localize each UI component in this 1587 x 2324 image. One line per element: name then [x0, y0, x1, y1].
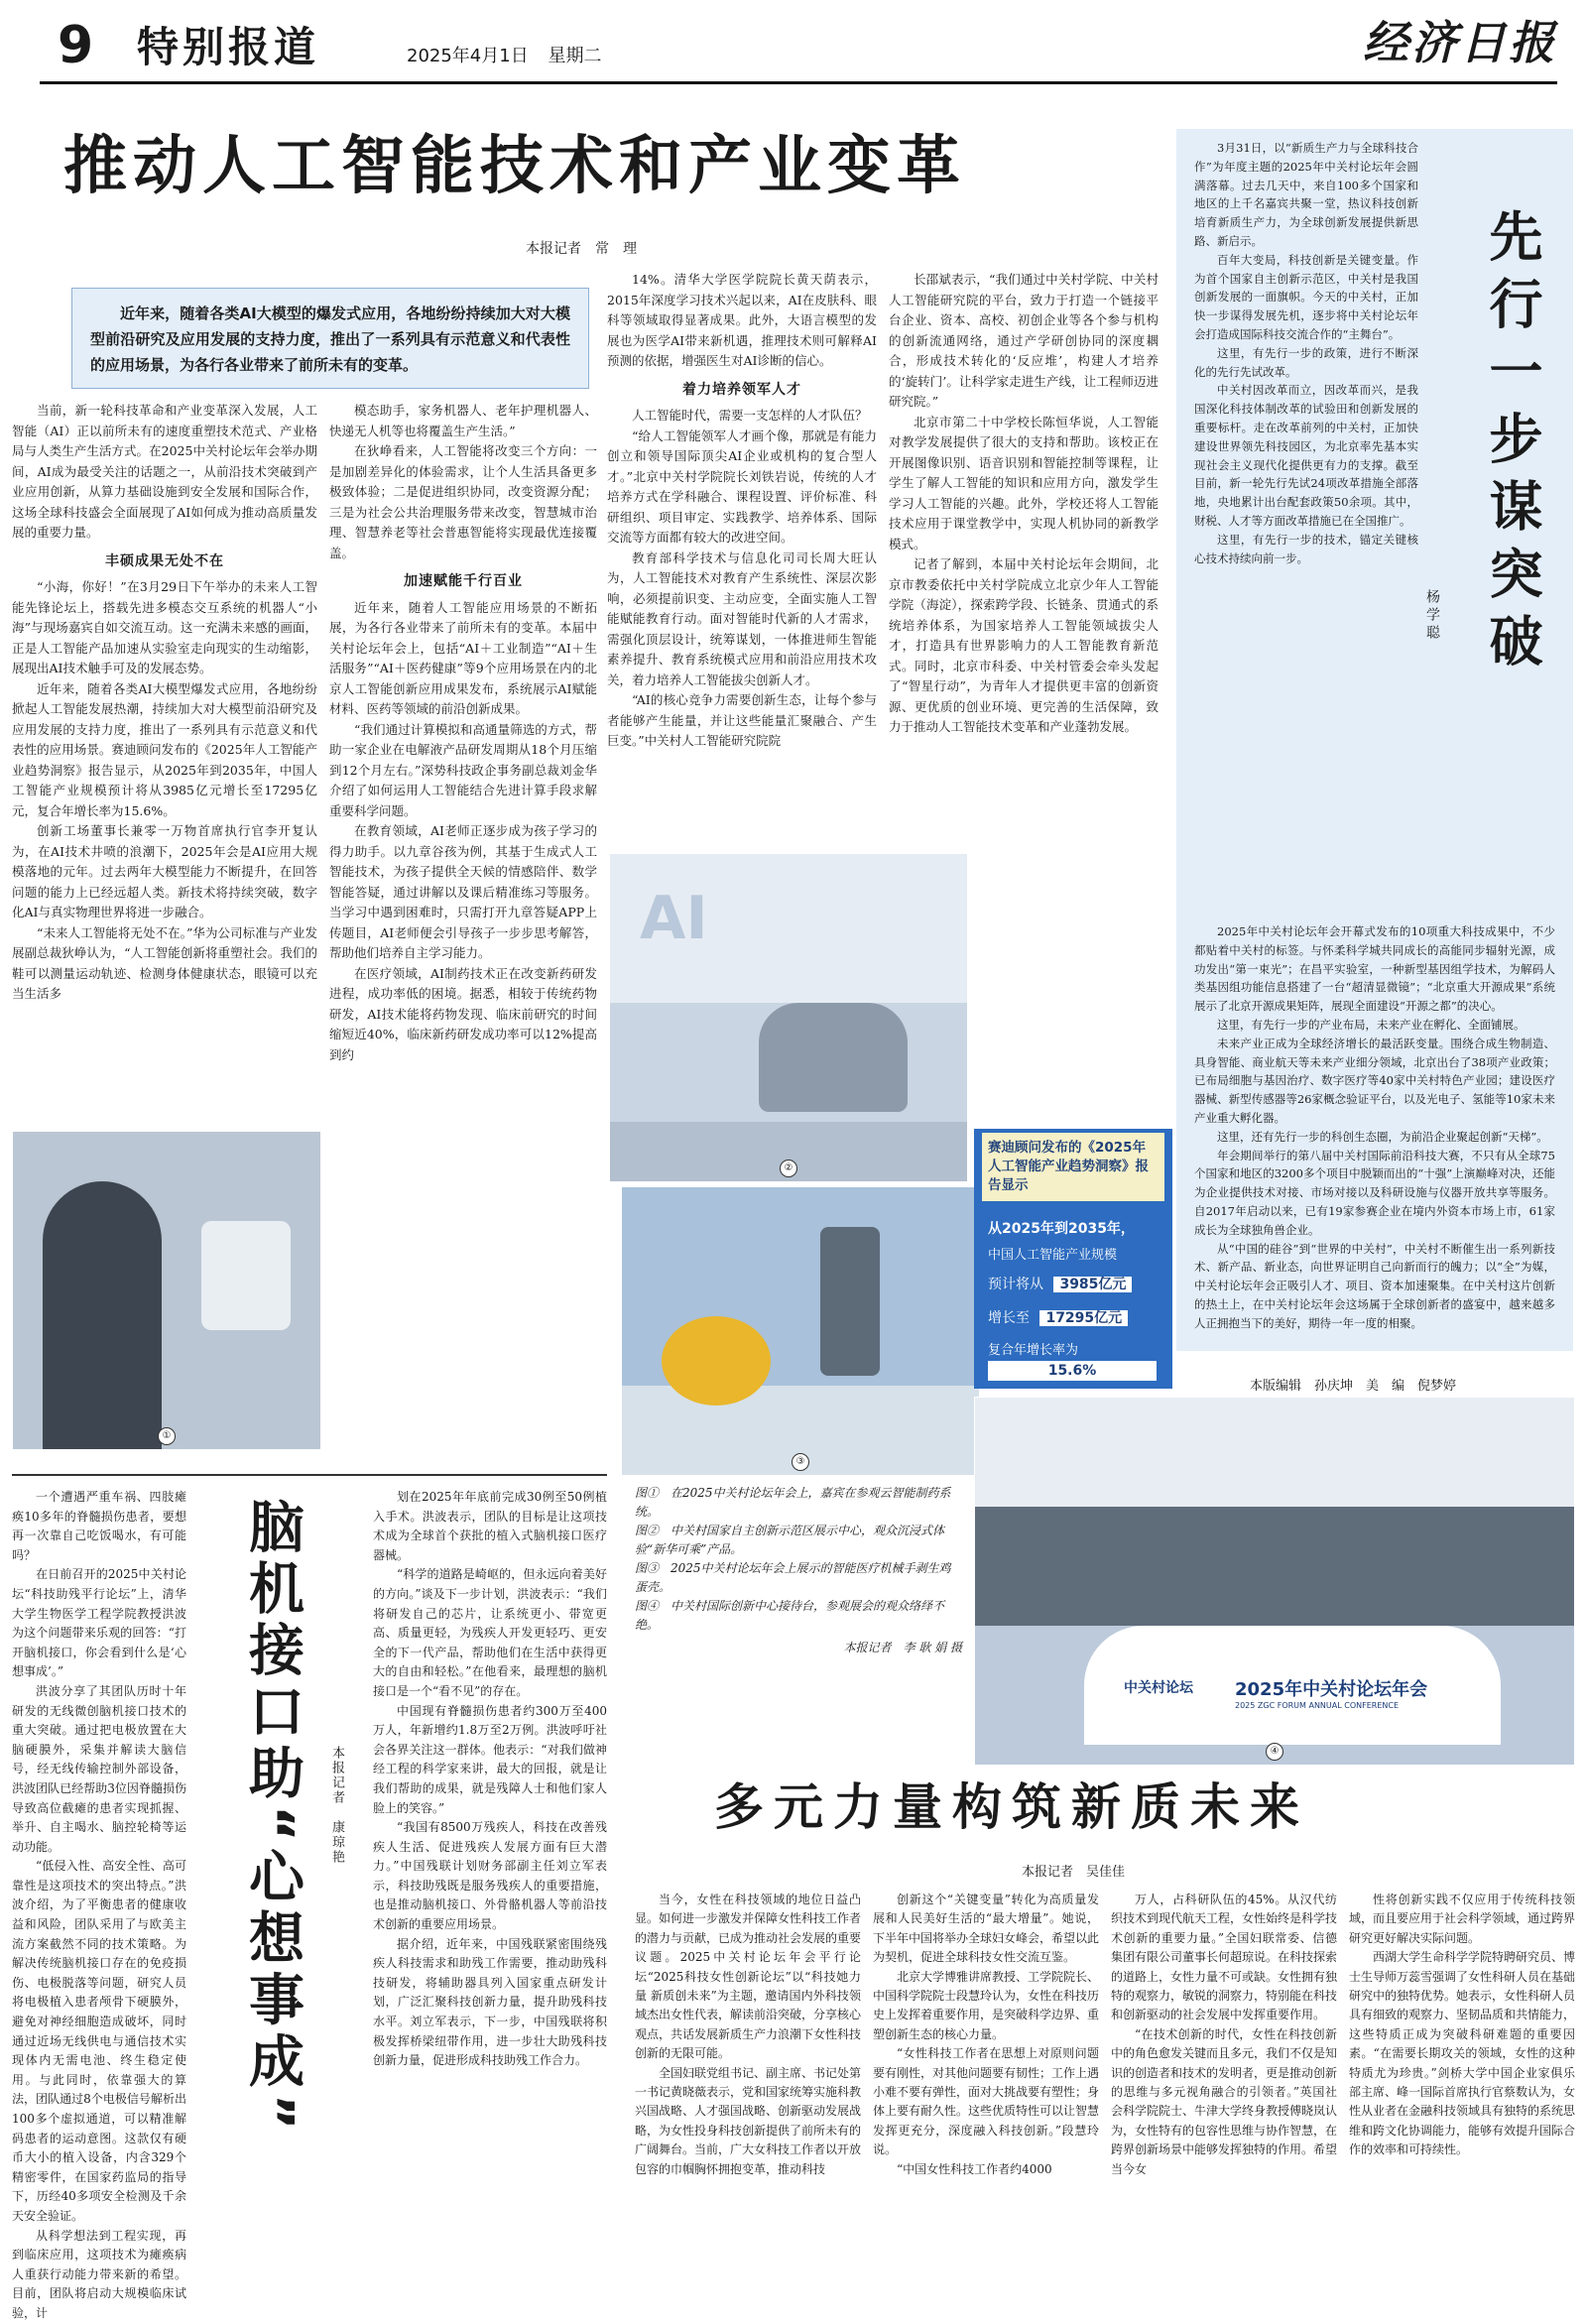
article2-col1 [12, 1488, 186, 2320]
issue-date [407, 42, 601, 67]
paragraph: 西湖大学生命科学学院特聘研究员、博士生导师万蕊雪强调了女性科研人员在基础研究中的独特优势。她表示，女性科研人员具有细致的观察力、坚韧品质和共情能力，这些特质正成为突破科研难题的重要因素。“在需要长期攻关的领域，女性的这种特质尤为珍贵。”剑桥大学中国企业家俱乐部主席、峰一国际首席执行官蔡数认为，女性从业者在金融科技领域具有独特的系统思维和跨文化协调能力，能够有效提升国际合作的效率和可持续性。 [1349, 1950, 1576, 2157]
weekday-text: 星期二 [548, 46, 602, 66]
photo1-person [43, 1181, 162, 1449]
paragraph: 中关村因改革而立，因改革而兴，是我国深化科技体制改革的试验田和创新发展的重要标杆。走在改革前列的中关村，正加快建设世界领先科技园区，为北京率先基本实现社会主义现代化提供更有力的支撑。截至目前，新一轮先行先试24项改革措施全部落地，央地累计出台配套政策50余项。其中，财税、人才等方面改革措施已在全国推广。 [1194, 383, 1418, 528]
article1-lead-box [71, 288, 589, 389]
caption-1: 图① 在2025中关村论坛年会上，嘉宾在参观云智能制药系统。 [635, 1486, 951, 1519]
date-text: 2025年4月1日 [407, 46, 529, 66]
paragraph: “中国女性科技工作者约4000 [897, 2161, 1052, 2176]
photo2-chair [759, 1003, 908, 1112]
article1-col1 [12, 401, 317, 1085]
article2-col2 [373, 1488, 607, 2234]
paragraph: 3月31日，以“新质生产力与全球科技合作”为年度主题的2025年中关村论坛年会圆满落幕。过去几天中，来自100多个国家和地区的上千名嘉宾共聚一堂，热议科技创新培育新质生产力，为全球创新发展提供新思路、新启示。 [1194, 141, 1418, 248]
article1-subhead-1: 丰硕成果无处不在 [105, 552, 224, 569]
photo2-sign: AI [640, 884, 708, 953]
paragraph: 性将创新实践不仅应用于传统科技领域，而且要应用于社会科学领域，通过跨界研究更好解决实际问题。 [1349, 1893, 1576, 1945]
paragraph: 在教育领域，AI老师正逐步成为孩子学习的得力助手。以九章谷孩为例，其基于生成式人工智能技术，为孩子提供全天候的情感陪伴、数学智能答疑，通过讲解以及课后精准练习等服务。当学习中遇到困难时，只需打开九章答疑APP上传题目，AI老师便会引导孩子一步步思考解答，帮助他们培养自主学习能力。 [329, 823, 597, 960]
paragraph: 在日前召开的2025中关村论坛“科技助残平行论坛”上，清华大学生物医学工程学院教授洪波为这个问题带来乐观的回答：“打开脑机接口，你会看到什么是‘心想事成’。” [12, 1567, 186, 1679]
article1-col3 [607, 270, 877, 841]
article3-col2 [873, 1891, 1099, 2234]
paragraph: “在技术创新的时代，女性在科技创新中的角色愈发关键而且多元，我们不仅是知识的创造者和技术的发明者，更是推动创新的思维与多元视角融合的引领者。”英国社会科学院院士、牛津大学终身教授傅晓岚认为，女性特有的包容性思维与协作智慧，在跨界创新场景中能够发挥独特的作用。希望当今女 [1111, 2026, 1338, 2176]
paragraph: “小海，你好！”在3月29日下午举办的未来人工智能先锋论坛上，搭载先进多模态交互系统的机器人“小海”与现场嘉宾自如交流互动。这一充满未来感的画面，正是人工智能产品加速从实验室走向现实的生动缩影，展现出AI技术触手可及的发展态势。 [12, 579, 317, 675]
paragraph: “我国有8500万残疾人，科技在改善残疾人生活、促进残疾人发展方面有巨大潜力。”中国残联计划财务部副主任刘立军表示，科技助残既是服务残疾人的重要措施，也是推动脑机接口、外骨骼机器人等前沿技术创新的重要应用场景。 [373, 1820, 607, 1932]
side-column-text-bottom [1194, 922, 1555, 1339]
paragraph: 万人，占科研队伍的45%。从汉代纺织技术到现代航天工程，女性始终是科学技术创新的重要力量。”全国妇联常委、信德集团有限公司董事长何超琼说。在科技探索的道路上，女性力量不可或缺。女性拥有独特的观察力，敏锐的洞察力，特别能在科技和创新驱动的社会发展中发挥重要作用。 [1111, 1893, 1338, 2022]
infographic-row1-label: 预计将从 [988, 1277, 1043, 1292]
paragraph: 教育部科学技术与信息化司司长周大旺认为，人工智能技术对教育产生系统性、深层次影响，必须提前识变、主动应变，全面实施人工智能赋能教育行动。面对智能时代新的人才需求，需强化顶层设计，统筹谋划，一体推进师生智能素养提升、教育系统模式应用和前沿应用技术攻关，着力培养人工智能拔尖创新人才。 [607, 550, 877, 687]
infographic-row-2 [988, 1307, 1128, 1327]
infographic-row-1 [988, 1274, 1132, 1293]
article1-title: 推动人工智能技术和产业变革 [63, 130, 966, 203]
paragraph: 据介绍，近年来，中国残联紧密围绕残疾人科技需求和助残工作需要，推动助残科技研发，将辅助器具列入国家重点研发计划，广泛汇聚科技创新力量，提升助残科技水平。刘立军表示，下一步，中国残联将积极发挥桥梁纽带作用，进一步壮大助残科技创新力量，促进形成科技助残工作合力。 [373, 1936, 607, 2068]
paragraph: 14%。清华大学医学院院长黄天荫表示，2015年深度学习技术兴起以来，AI在皮肤科、眼科等领域取得显著成果。此外，大语言模型的发展也为医学AI带来新机遇，推理技术则可解释AI预测的依据，增强医生对AI诊断的信心。 [607, 272, 877, 368]
article3-col3 [1111, 1891, 1337, 2234]
infographic-title: 赛迪顾问发布的《2025年人工智能产业趋势洞察》报告显示 [988, 1140, 1149, 1193]
photo-2 [609, 853, 968, 1182]
photo4-crowd [975, 1507, 1574, 1626]
paragraph: 从“中国的硅谷”到“世界的中关村”，中关村不断催生出一系列新技术、新产品、新业态，向世界证明自己向新而行的魄力；以“全”为媒，中关村论坛年会正吸引人才、项目、资本加速聚集。在中关村这片创新的热土上，在中关村论坛年会这场属于全球创新者的盛宴中，越来越多人正拥抱当下的美好，期待一年一度的相聚。 [1194, 1241, 1555, 1330]
infographic-row2-label: 增长至 [988, 1310, 1030, 1326]
photo-3 [621, 1186, 980, 1476]
paragraph: 这里，有先行一步的政策，进行不断深化的先行先试改革。 [1194, 345, 1418, 379]
paragraph: “科学的道路是崎岖的，但永远向着美好的方向。”谈及下一步计划，洪波表示：“我们将研发自己的芯片，让系统更小、带宽更高、质量更轻，为残疾人开发更轻巧、更安全的下一代产品，帮助他们在生活中获得更大的自由和轻松。”在他看来，最理想的脑机接口是一个“看不见”的存在。 [373, 1567, 607, 1698]
paragraph: 当前，新一轮科技革命和产业变革深入发展，人工智能（AI）正以前所未有的速度重塑技术范式、产业格局与人类生产生活方式。在2025中关村论坛年会举办期间，AI成为最受关注的话题之一，从前沿技术突破到产业应用创新，从算力基础设施到安全发展和国际合作，这场全球科技盛会全面展现了AI如何成为推动高质量发展的重要力量。 [12, 403, 317, 540]
side-column-text-top [1194, 139, 1418, 913]
article3-col4 [1349, 1891, 1575, 2234]
paragraph: 近年来，随着各类AI大模型爆发式应用，各地纷纷掀起人工智能发展热潮，持续加大对大模型前沿研究及应用发展的支持力度，推出了一系列具有示范意义和代表性的应用场景。赛迪顾问发布的《2025年人工智能产业趋势洞察》报告显示，从2025年到2035年，中国人工智能产业规模预计将从3985亿元增长至17295亿元，复合年增长率为15.6%。 [12, 680, 317, 818]
paragraph: “女性科技工作者在思想上对原则问题要有刚性，对其他问题要有韧性；工作上遇小难不要有弹性，面对大挑战要有塑性；身体上要有耐久性。这些优质特性可以让智慧发挥更充分，深度融入科技创新。”段慧玲说。 [873, 2046, 1100, 2157]
paragraph: 一个遭遇严重车祸、四肢瘫痪10多年的脊髓损伤患者，要想再一次靠自己吃饭喝水，有可能吗？ [12, 1490, 186, 1562]
section-name: 特别报道 [137, 23, 320, 71]
article1-subhead-3: 着力培养领军人才 [682, 381, 801, 398]
paragraph: 创新这个“关键变量”转化为高质量发展和人民美好生活的“最大增量”。她说，下半年中国将举办全球妇女峰会，希望以此为契机，促进全球科技女性交流互鉴。 [873, 1893, 1100, 1965]
paragraph: 北京市第二十中学校长陈恒华说，人工智能对教学发展提供了很大的支持和帮助。该校正在开展图像识别、语音识别和智能控制等课程，让学生了解人工智能的知识和应用方向，激发学生学习人工智能的兴趣。此外，学校还将人工智能技术应用于课堂教学中，实现人机协同的新教学模式。 [889, 414, 1159, 551]
infographic-row3-value: 15.6% [988, 1361, 1157, 1381]
photo-number-4: ④ [1266, 1743, 1283, 1761]
article1-col2 [329, 401, 597, 1085]
paragraph: 在医疗领域，AI制药技术正在改变新药研发进程，成功率低的困境。据悉，相较于传统药物研发，AI技术能将药物发现、临床前研究的时间缩短近40%，临床新药研发成功率可以12%提高到约 [329, 965, 597, 1062]
side-column-title: 先行一步谋突破 [1481, 208, 1543, 680]
page-editors: 本版编辑 孙庆坤 美 编 倪梦婷 [1250, 1379, 1457, 1394]
paragraph: 模态助手，家务机器人、老年护理机器人、快递无人机等也将覆盖生产生活。” [329, 403, 597, 438]
photo3-flowers [662, 1316, 771, 1406]
infographic-title-box [982, 1133, 1164, 1201]
photo-1 [12, 1131, 321, 1450]
article1-subhead-2: 加速赋能千行百业 [404, 573, 523, 589]
infographic-period: 从2025年到2035年， [988, 1221, 1135, 1237]
infographic-row3-label: 复合年增长率为 [988, 1343, 1079, 1358]
paragraph: 在狄峥看来，人工智能将改变三个方向：一是加剧差异化的体验需求，让个人生活具备更多极致体验；二是促进组织协同，改变资源分配；三是为社会公共治理服务带来改变，智慧城市治理、智慧养老等社会普惠智能将实现最优连接覆盖。 [329, 443, 597, 560]
header-rule [40, 81, 1557, 84]
infographic-label: 中国人工智能产业规模 [988, 1248, 1118, 1263]
paragraph: 洪波分享了其团队历时十年研发的无线微创脑机接口技术的重大突破。通过把电极放置在大脑硬膜外，采集并解读大脑信号，经无线传输控制外部设备，洪波团队已经帮助3位因脊髓损伤导致高位截瘫的患者实现抓握、举升、自主喝水、脑控轮椅等运动功能。 [12, 1683, 186, 1854]
photo4-logo: 中关村论坛 [1124, 1680, 1193, 1696]
paragraph: 创新工场董事长兼零一万物首席执行官李开复认为，在AI技术井喷的浪潮下，2025年会是AI应用大规模落地的元年。过去两年大模型能力不断提升，在回答问题的能力上已经远超人类。新技术将持续突破，数字化AI与真实物理世界将进一步融合。 [12, 823, 317, 919]
paragraph: 未来产业正成为全球经济增长的最活跃变量。围绕合成生物制造、具身智能、商业航天等未来产业细分领域，北京出台了38项产业政策；已布局细胞与基因治疗、数字医疗等40家中关村特色产业园；建设医疗器械、新型传感器等26家概念验证平台，以及光电子、氢能等10家未来产业重大孵化器。 [1194, 1036, 1555, 1125]
article2-byline: 本报记者 康琼艳 [329, 1746, 344, 1865]
paragraph: 这里，还有先行一步的科创生态圈，为前沿企业聚起创新“天梯”。 [1217, 1129, 1548, 1144]
photo1-device [201, 1221, 291, 1330]
infographic-row2-value: 17295亿元 [1039, 1310, 1128, 1326]
paragraph: 年会期间举行的第八届中关村国际前沿科技大赛，不只有从全球75个国家和地区的3200多个项目中脱颖而出的“十强”上演巅峰对决，还能为企业提供技术对接、市场对接以及科研设施与仪器开放共享等服务。自2017年启动以来，已有19家参赛企业在境内外资本市场上市，61家成长为全球独角兽企业。 [1194, 1148, 1555, 1237]
article1-col4 [889, 270, 1159, 841]
paragraph: 这里，有先行一步的技术，锚定关键核心技术持续向前一步。 [1194, 532, 1418, 565]
article1-byline: 本报记者 常 理 [526, 241, 637, 257]
photo-4 [974, 1397, 1575, 1766]
paragraph: 2025年中关村论坛年会开幕式发布的10项重大科技成果中，不少都贴着中关村的标签。与怀柔科学城共同成长的高能同步辐射光源，成功发出“第一束光”；在昌平实验室，一种新型基因组学技术，为解码人类基因组功能信息搭建了一台“超清显微镜”；“北京重大开源成果”系统展示了北京开源成果矩阵，展现全面建设“开源之都”的决心。 [1194, 924, 1555, 1014]
page-number: 9 [58, 16, 94, 75]
photo-number-2: ② [780, 1160, 797, 1177]
photo4-banner: 2025年中关村论坛年会 [1235, 1679, 1428, 1700]
paragraph: 百年大变局，科技创新是关键变量。作为首个国家自主创新示范区，中关村是我国创新发展的一面旗帜。今天的中关村，正加快一步谋得发展先机，逐步将中关村论坛年会打造成国际科技交流合作的“主舞台”。 [1194, 252, 1418, 341]
article2-title: 脑机接口助“心想事成” [240, 1498, 305, 2137]
article1-lead: 近年来，随着各类AI大模型的爆发式应用，各地纷纷持续加大对大模型前沿研究及应用发展的支持力度，推出了一系列具有示范意义和代表性的应用场景，为各行各业带来了前所未有的变革。 [90, 305, 570, 374]
photo4-ceiling [975, 1398, 1574, 1507]
paragraph: 从科学想法到工程实现，再到临床应用，这项技术为瘫痪病人重获行动能力带来新的希望。目前，团队将启动大规模临床试验，计 [12, 2228, 186, 2320]
paragraph: “我们通过计算模拟和高通量筛选的方式，帮助一家企业在电解液产品研发周期从18个月压缩到12个月左右。”深势科技政企事务副总裁刘金华介绍了如何运用人工智能结合先进计算手段求解重要科学问题。 [329, 721, 597, 818]
infographic-row1-value: 3985亿元 [1053, 1277, 1132, 1292]
paragraph: “给人工智能领军人才画个像，那就是有能力创立和领导国际顶尖AI企业或机构的复合型人才。”北京中关村学院院长刘铁岩说，传统的人才培养方式在学科融合、课程设置、评价标准、科研组织、项目审定、实践教学、培养体系、国际交流等方面都有较大的改进空间。 [607, 428, 877, 545]
masthead: 经济日报 [1363, 16, 1557, 69]
article1-col1-text [12, 401, 317, 544]
article3-col1 [635, 1891, 861, 2234]
side-column [1176, 129, 1573, 1351]
divider-mid [12, 1474, 607, 1476]
paragraph: 记者了解到，本届中关村论坛年会期间，北京市教委依托中关村学院成立北京少年人工智能学院（海淀），探索跨学段、长链条、贯通式的系统培养体系，为国家培养人工智能领域拔尖人才，打造具有世界影响力的人工智能教育新范式。同时，北京市科委、中关村管委会牵头发起了“智星行动”，为青年人才提供更丰富的创新资源、更优质的创业环境、更完善的生活保障，致力于推动人工智能技术变革和产业蓬勃发展。 [889, 556, 1159, 734]
paragraph: 划在2025年年底前完成30例至50例植入手术。洪波表示，团队的目标是让这项技术成为全球首个获批的植入式脑机接口医疗器械。 [373, 1490, 607, 1562]
photo-captions [635, 1484, 962, 1704]
paragraph: “未来人工智能将无处不在。”华为公司标准与产业发展副总裁狄峥认为，“人工智能创新将重塑社会。我们的鞋可以测量运动轨迹、检测身体健康状态，眼镜可以充当生活多 [12, 924, 317, 1001]
paragraph: 人工智能时代，需要一支怎样的人才队伍？ [632, 408, 868, 423]
page-header [0, 0, 1587, 85]
paragraph: “低侵入性、高安全性、高可靠性是这项技术的突出特点。”洪波介绍，为了平衡患者的健康收益和风险，团队采用了与欧美主流方案截然不同的技术策略。为解决传统脑机接口存在的免疫损伤、电极脱落等问题，研究人员将电极植入患者颅骨下硬膜外，避免对神经细胞造成破坏，同时通过近场无线供电与通信技术实现体内无需电池、终生稳定使用。与此同时，依靠强大的算法，团队通过8个电极信号解析出100多个虚拟通道，可以精准解码患者的运动意图。这款仅有硬币大小的植入设备，内含329个精密零件，在国家药监局的指导下，历经40多项安全检测及千余天安全验证。 [12, 1859, 186, 2223]
paragraph: 全国妇联党组书记、副主席、书记处第一书记黄晓薇表示，党和国家统筹实施科教兴国战略、人才强国战略、创新驱动发展战略，为女性投身科技创新提供了前所未有的广阔舞台。当前，广大女科技工作者以开放包容的巾帼胸怀拥抱变革，推动科技 [635, 2065, 862, 2176]
paragraph: “AI的核心竞争力需要创新生态，让每个参与者能够产生能量，并让这些能量汇聚融合、产生巨变。”中关村人工智能研究院院 [607, 692, 877, 748]
paragraph: 中国现有脊髓损伤患者约300万至400万人，年新增约1.8万至2万例。洪波呼吁社会各界关注这一群体。他表示：“对我们做神经工程的科学家来讲，最大的回报，就是让我们帮助的成果，就是残障人士和他们家人脸上的笑容。” [373, 1703, 607, 1815]
caption-4: 图④ 中关村国际创新中心接待台，参观展会的观众络绎不绝。 [635, 1599, 945, 1632]
photo4-banner-en: 2025 ZGC FORUM ANNUAL CONFERENCE [1235, 1701, 1399, 1710]
photo-credit: 本报记者 李 耿 娟 摄 [843, 1641, 962, 1654]
caption-3: 图③ 2025中关村论坛年会上展示的智能医疗机械手剥生鸡蛋壳。 [635, 1561, 951, 1594]
infographic [974, 1129, 1172, 1389]
article3-byline: 本报记者 吴佳佳 [1022, 1865, 1126, 1880]
article3-title: 多元力量构筑新质未来 [714, 1778, 1309, 1836]
paragraph: 当今，女性在科技领域的地位日益凸显。如何进一步激发并保障女性科技工作者的潜力与贡献，已成为推动社会发展的重要议题。2025中关村论坛年会平行论坛“2025科技女性创新论坛”以“科技她力量 新质创未来”为主题，邀请国内外科技领域杰出女性代表，解读前沿突破，分享核心观点，共话发展新质生产力浪潮下女性科技创新的无限可能。 [635, 1893, 862, 2061]
caption-2: 图② 中关村国家自主创新示范区展示中心，观众沉浸式体验“新华可乘”产品。 [635, 1524, 945, 1556]
paragraph: 北京大学博雅讲席教授、工学院院长、中国科学院院士段慧玲认为，女性在科技历史上发挥着重要作用，是突破科学边界、重塑创新生态的核心力量。 [873, 1969, 1100, 2041]
photo-number-3: ③ [792, 1453, 809, 1471]
side-column-author: 杨学聪 [1424, 589, 1440, 643]
paragraph: 近年来，随着人工智能应用场景的不断拓展，为各行各业带来了前所未有的变革。本届中关村论坛年会上，包括“AI＋工业制造”“AI＋生活服务”“AI＋医药健康”等9个应用场景在内的北京人工智能创新应用成果发布，系统展示AI赋能材料、医药等领域的前沿创新成果。 [329, 599, 597, 716]
photo-number-1: ① [158, 1427, 176, 1445]
paragraph: 这里，有先行一步的产业布局，未来产业在孵化、全面铺展。 [1217, 1017, 1526, 1032]
paragraph: 长邵斌表示，“我们通过中关村学院、中关村人工智能研究院的平台，致力于打造一个链接平台企业、资本、高校、初创企业等各个参与机构的创新流通网络，通过产学研创协同的深度耦合，形成技术转化的‘反应堆’，构建人才培养的‘旋转门’。让科学家走进生产线，让工程师迈进研究院。” [889, 272, 1159, 409]
photo3-robot-arm [820, 1227, 880, 1376]
